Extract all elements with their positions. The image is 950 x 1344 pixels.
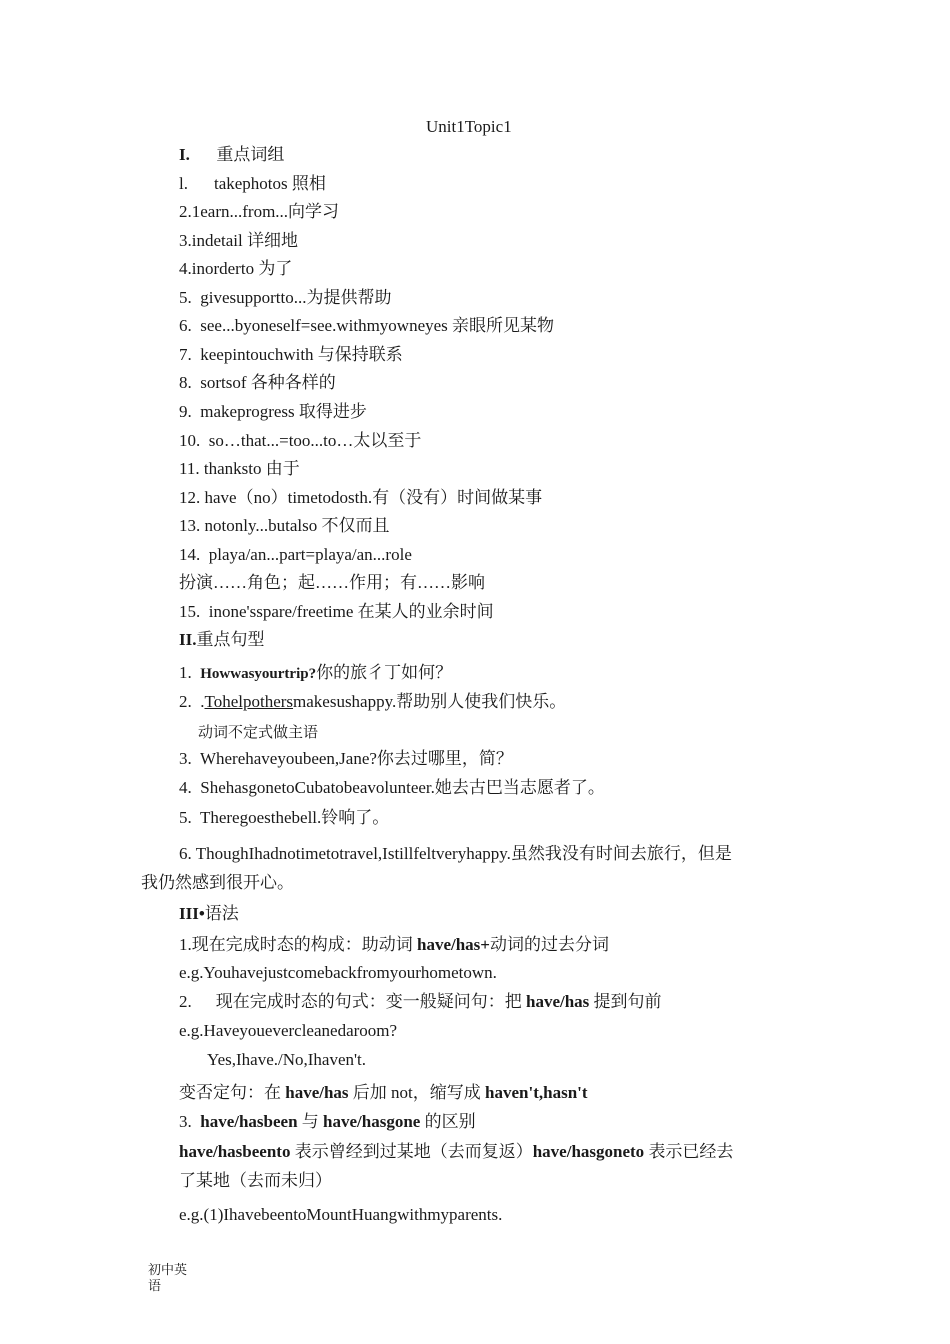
- item-number: 14.: [179, 545, 201, 564]
- phrase-item: 扮演……角色；起……作用；有……影响: [179, 573, 485, 592]
- footer-line: 初中英: [148, 1262, 188, 1277]
- negative-form-rule: [179, 1081, 588, 1105]
- phrase-item: 3.indetail 详细地: [179, 231, 298, 250]
- grammar-text: 后加 not，缩写成: [348, 1083, 486, 1102]
- grammar-text: 动词的过去分词: [489, 935, 609, 954]
- phrase-item: [179, 543, 412, 567]
- item-number: 9.: [179, 402, 192, 421]
- section-1-heading: [179, 143, 284, 167]
- item-number: l.: [179, 174, 188, 193]
- item-text: makeprogress 取得进步: [200, 402, 367, 421]
- sentence-number: 2.: [179, 692, 192, 711]
- grammar-point-3: [179, 1110, 476, 1134]
- item-text: sortsof 各种各样的: [200, 373, 336, 392]
- sentence-text: Wherehaveyoubeen,Jane?你去过哪里，简？: [199, 749, 513, 768]
- phrase-item: [179, 343, 403, 367]
- item-text: inone'sspare/freetime 在某人的业余时间: [208, 602, 494, 621]
- sentence-chinese: 你的旅彳丁如何？: [316, 663, 453, 682]
- item-text: keepintouchwith 与保持联系: [200, 345, 403, 364]
- item-number: 7.: [179, 345, 192, 364]
- grammar-keyword: have/hasbeen: [200, 1112, 298, 1131]
- item-number: 8.: [179, 373, 192, 392]
- section-2-title: 重点句型: [196, 630, 265, 649]
- grammar-point-1: [179, 933, 609, 957]
- section-1-number: I.: [179, 145, 190, 164]
- grammar-text: 现在完成时态的句式：变一般疑问句：把: [215, 992, 526, 1011]
- sentence-item-6-line-1: 6. ThoughIhadnotimetotravel,Istillfeltveryhappy.虽然我没有时间去旅行，但是: [179, 844, 732, 863]
- section-2-heading: [179, 628, 264, 652]
- grammar-keyword: have/has: [526, 992, 590, 1011]
- grammar-point-2: [179, 990, 662, 1014]
- grammar-text: 的区别: [420, 1112, 476, 1131]
- sentence-item: [179, 690, 566, 714]
- sentence-number: 5.: [179, 808, 192, 827]
- sentence-number: 4.: [179, 778, 192, 797]
- item-text: givesupportto...为提供帮助: [200, 288, 392, 307]
- item-text: takephotos 照相: [213, 174, 326, 193]
- grammar-text: 1.现在完成时态的构成：助动词: [179, 935, 417, 954]
- grammar-keyword: haven't,hasn't: [485, 1083, 588, 1102]
- phrase-item: [179, 486, 542, 510]
- example-sentence: e.g.Haveyouevercleanedaroom?: [179, 1021, 398, 1040]
- section-2-number: II.: [179, 630, 197, 649]
- phrase-item: [179, 172, 326, 196]
- grammar-number: 3.: [179, 1112, 192, 1131]
- phrase-item: [179, 400, 367, 424]
- sentence-item: [179, 776, 605, 800]
- grammar-keyword: have/has: [285, 1083, 349, 1102]
- grammar-keyword: have/hasgoneto: [532, 1142, 645, 1161]
- example-sentence: e.g.Youhavejustcomebackfromyourhometown.: [179, 963, 497, 982]
- phrase-item: [179, 286, 392, 310]
- item-text: have（no）timetodosth.有（没有）时间做某事: [204, 488, 543, 507]
- phrase-item: [179, 371, 336, 395]
- item-number: 10.: [179, 431, 201, 450]
- sentence-item: [179, 747, 513, 771]
- section-3-number: III•: [179, 904, 205, 923]
- grammar-keyword: have/has+: [417, 935, 490, 954]
- section-3-title: 语法: [204, 904, 239, 923]
- item-number: 6.: [179, 316, 192, 335]
- item-number: 13.: [179, 516, 201, 535]
- phrase-item: [179, 457, 300, 481]
- grammar-note: 动词不定式做主语: [198, 725, 319, 741]
- sentence-text: Theregoesthebell.铃响了。: [199, 808, 390, 827]
- section-3-heading: [179, 902, 239, 926]
- sentence-number: 1.: [179, 663, 192, 682]
- grammar-text: 提到句前: [589, 992, 662, 1011]
- example-answer: Yes,Ihave./No,Ihaven't.: [207, 1050, 367, 1069]
- example-sentence: e.g.(1)IhavebeentoMountHuangwithmyparents.: [179, 1205, 503, 1224]
- grammar-text: 与: [297, 1112, 324, 1131]
- item-text: notonly...butalso 不仅而且: [204, 516, 390, 535]
- item-number: 12.: [179, 488, 201, 507]
- item-text: see...byoneself=see.withmyowneyes 亲眼所见某物: [200, 316, 555, 335]
- sentence-number: 3.: [179, 749, 192, 768]
- page-footer: [148, 1262, 187, 1294]
- grammar-text: 表示曾经到过某地（去而复返）: [290, 1142, 533, 1161]
- footer-line: 语: [148, 1278, 162, 1293]
- phrase-item: [179, 600, 494, 624]
- item-text: so…that...=too...to…太以至于: [208, 431, 422, 450]
- difference-explanation-line-2: 了某地（去而未归）: [179, 1171, 332, 1190]
- item-text: playa/an...part=playa/an...role: [208, 545, 412, 564]
- page-title: Unit1Topic1: [426, 117, 512, 136]
- grammar-number: 2.: [179, 992, 192, 1011]
- phrase-item: [179, 314, 554, 338]
- item-number: 15.: [179, 602, 201, 621]
- item-number: 5.: [179, 288, 192, 307]
- sentence-dot: .: [200, 692, 205, 711]
- difference-explanation-line-1: [179, 1140, 733, 1164]
- phrase-item: [179, 429, 421, 453]
- phrase-item: 2.1earn...from...向学习: [179, 202, 340, 221]
- underlined-subject: Tohelpothers: [204, 692, 294, 711]
- section-1-title: 重点词组: [216, 145, 285, 164]
- sentence-english: Howwasyourtrip?: [200, 666, 317, 682]
- item-number: 11.: [179, 459, 200, 478]
- phrase-item: [179, 514, 389, 538]
- grammar-keyword: have/hasgone: [323, 1112, 421, 1131]
- grammar-text: 变否定句：在: [179, 1083, 286, 1102]
- grammar-text: 表示已经去: [644, 1142, 734, 1161]
- phrase-item: 4.inorderto 为了: [179, 259, 293, 278]
- sentence-text: ShehasgonetoCubatobeavolunteer.她去古巴当志愿者了。: [200, 778, 605, 797]
- sentence-item: [179, 806, 389, 830]
- sentence-rest: makesushappy.帮助别人使我们快乐。: [293, 692, 567, 711]
- grammar-keyword: have/hasbeento: [179, 1142, 291, 1161]
- sentence-item-6-line-2: 我仍然感到很开心。: [141, 873, 294, 892]
- item-text: thanksto 由于: [203, 459, 300, 478]
- sentence-item: [179, 661, 452, 686]
